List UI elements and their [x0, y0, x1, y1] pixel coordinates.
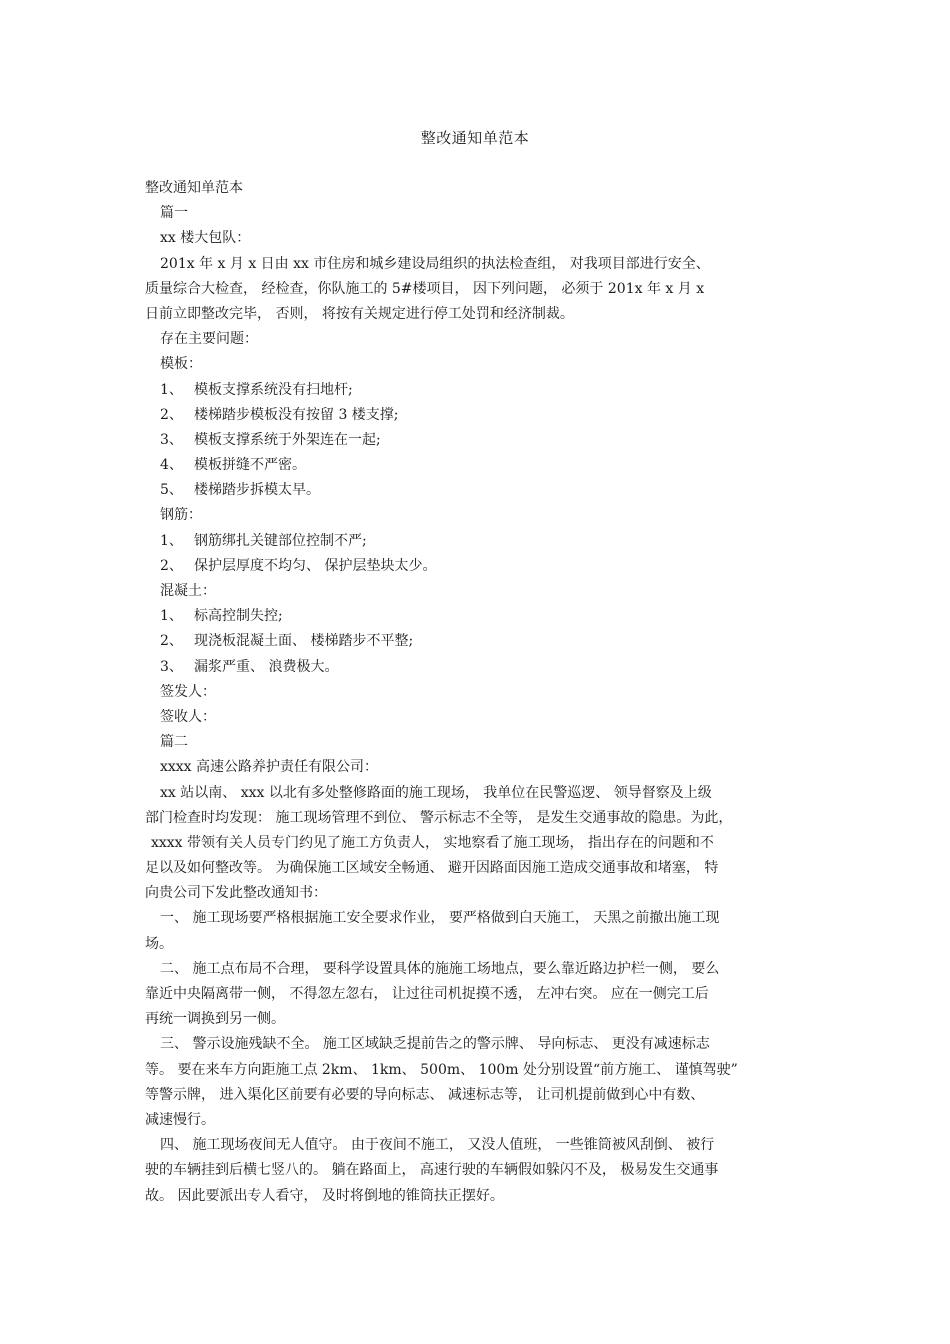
list-item [145, 554, 815, 579]
part2-intro-line: 向贵公司下发此整改通知书： [145, 885, 327, 902]
list-item [145, 403, 815, 428]
list-item-text: 楼梯踏步模板没有按留 3 楼支撑; [194, 406, 399, 423]
list-item [145, 478, 815, 503]
part1-heading: 篇一 [160, 205, 188, 222]
point-line: 再统一调换到另一侧。 [145, 1011, 285, 1028]
section-heading-formwork: 模板： [160, 356, 202, 373]
point-line: 场。 [145, 935, 173, 952]
point-line: 二、 施工点布局不合理， 要科学设置具体的施施工场地点，要么靠近路边护栏一侧， 要么 [160, 960, 720, 977]
list-item-number: 2、 [160, 557, 183, 574]
list-item-text: 保护层厚度不均匀、 保护层垫块太少。 [194, 557, 437, 574]
part1-intro-line: 201x 年 x 月 x 日由 xx 市住房和城乡建设局组织的执法检查组， 对我项目部进行安全、 [160, 255, 710, 272]
list-item-text: 漏浆严重、 浪费极大。 [194, 658, 339, 675]
list-item-number: 2、 [160, 633, 183, 650]
list-item-number: 3、 [160, 658, 183, 675]
list-item-text: 楼梯踏步拆模太早。 [194, 482, 320, 499]
point-line: 驶的车辆挂到后横七竖八的。 躺在路面上， 高速行驶的车辆假如躲闪不及， 极易发生交通事 [145, 1162, 719, 1179]
list-item-text: 标高控制失控; [194, 608, 283, 625]
list-item-number: 4、 [160, 457, 183, 474]
document-body [145, 176, 815, 1209]
list-item-number: 1、 [160, 608, 183, 625]
list-item [145, 428, 815, 453]
part2-intro-line: xx 站以南、 xxx 以北有多处整修路面的施工现场， 我单位在民警巡逻、 领导督察及上级 [160, 784, 712, 801]
list-item [145, 655, 815, 680]
list-item [145, 453, 815, 478]
point-line: 四、 施工现场夜间无人值守。 由于夜间不施工， 又没人值班， 一些锥筒被风刮倒、 被行 [160, 1137, 715, 1154]
point-line: 一、 施工现场要严格根据施工安全要求作业， 要严格做到白天施工， 天黑之前撤出施工现 [160, 910, 720, 927]
list-item-text: 钢筋绑扎关键部位控制不严; [194, 532, 367, 549]
list-item [145, 378, 815, 403]
list-item-number: 3、 [160, 431, 183, 448]
point-line: 减速慢行。 [145, 1111, 215, 1128]
part2-intro-line: 部门检查时均发现： 施工现场管理不到位、 警示标志不全等， 是发生交通事故的隐患。为此， [145, 809, 733, 826]
list-item-text: 现浇板混凝土面、 楼梯踏步不平整; [194, 633, 414, 650]
receiver-label: 签收人： [160, 708, 216, 725]
list-item-text: 模板拼缝不严密。 [194, 457, 306, 474]
list-item-number: 1、 [160, 532, 183, 549]
section-heading-concrete: 混凝土： [160, 583, 216, 599]
list-item-number: 5、 [160, 482, 183, 499]
list-item [145, 604, 815, 629]
point-line: 等。 要在来车方向距施工点 2km、 1km、 500m、 100m 处分别设置“前方施工、 谨慎驾驶” [145, 1061, 738, 1078]
section-heading-rebar: 钢筋： [160, 507, 202, 524]
part1-intro-line: 日前立即整改完毕， 否则， 将按有关规定进行停工处罚和经济制裁。 [145, 305, 574, 322]
part2-addressee: xxxx 高速公路养护责任有限公司： [160, 759, 379, 776]
list-item-number: 1、 [160, 381, 183, 398]
part1-intro-line: 质量综合大检查， 经检查，你队施工的 5#楼项目， 因下列问题， 必须于 201x 年 x 月 x [145, 280, 705, 297]
list-item [145, 529, 815, 554]
part2-heading: 篇二 [160, 734, 188, 751]
document-subtitle: 整改通知单范本 [145, 180, 243, 196]
point-line: 故。 因此要派出专人看守， 及时将倒地的锥筒扶正摆好。 [145, 1187, 504, 1204]
list-item [145, 629, 815, 654]
list-item-text: 模板支撑系统于外架连在一起; [194, 431, 381, 448]
point-line: 三、 警示设施残缺不全。 施工区域缺乏提前告之的警示牌、 导向标志、 更没有减速标志 [160, 1036, 710, 1053]
part1-issues-heading: 存在主要问题： [160, 331, 258, 348]
part2-intro-line: 足以及如何整改等。 为确保施工区域安全畅通、 避开因路面因施工造成交通事故和堵塞， 特 [145, 860, 719, 877]
part2-intro-line: xxxx 带领有关人员专门约见了施工方负责人， 实地察看了施工现场， 指出存在的问题和不 [151, 834, 714, 851]
signer-label: 签发人： [160, 683, 216, 700]
list-item-number: 2、 [160, 406, 183, 423]
part1-addressee: xx 楼大包队： [160, 230, 251, 247]
point-line: 靠近中央隔离带一侧， 不得忽左忽右， 让过往司机捉摸不透， 左冲右突。 应在一侧完工后 [145, 986, 709, 1002]
point-line: 等警示牌， 进入渠化区前要有必要的导向标志、 减速标志等， 让司机提前做到心中有数、 [145, 1086, 705, 1103]
list-item-text: 模板支撑系统没有扫地杆; [194, 381, 353, 398]
document-title: 整改通知单范本 [420, 129, 530, 147]
